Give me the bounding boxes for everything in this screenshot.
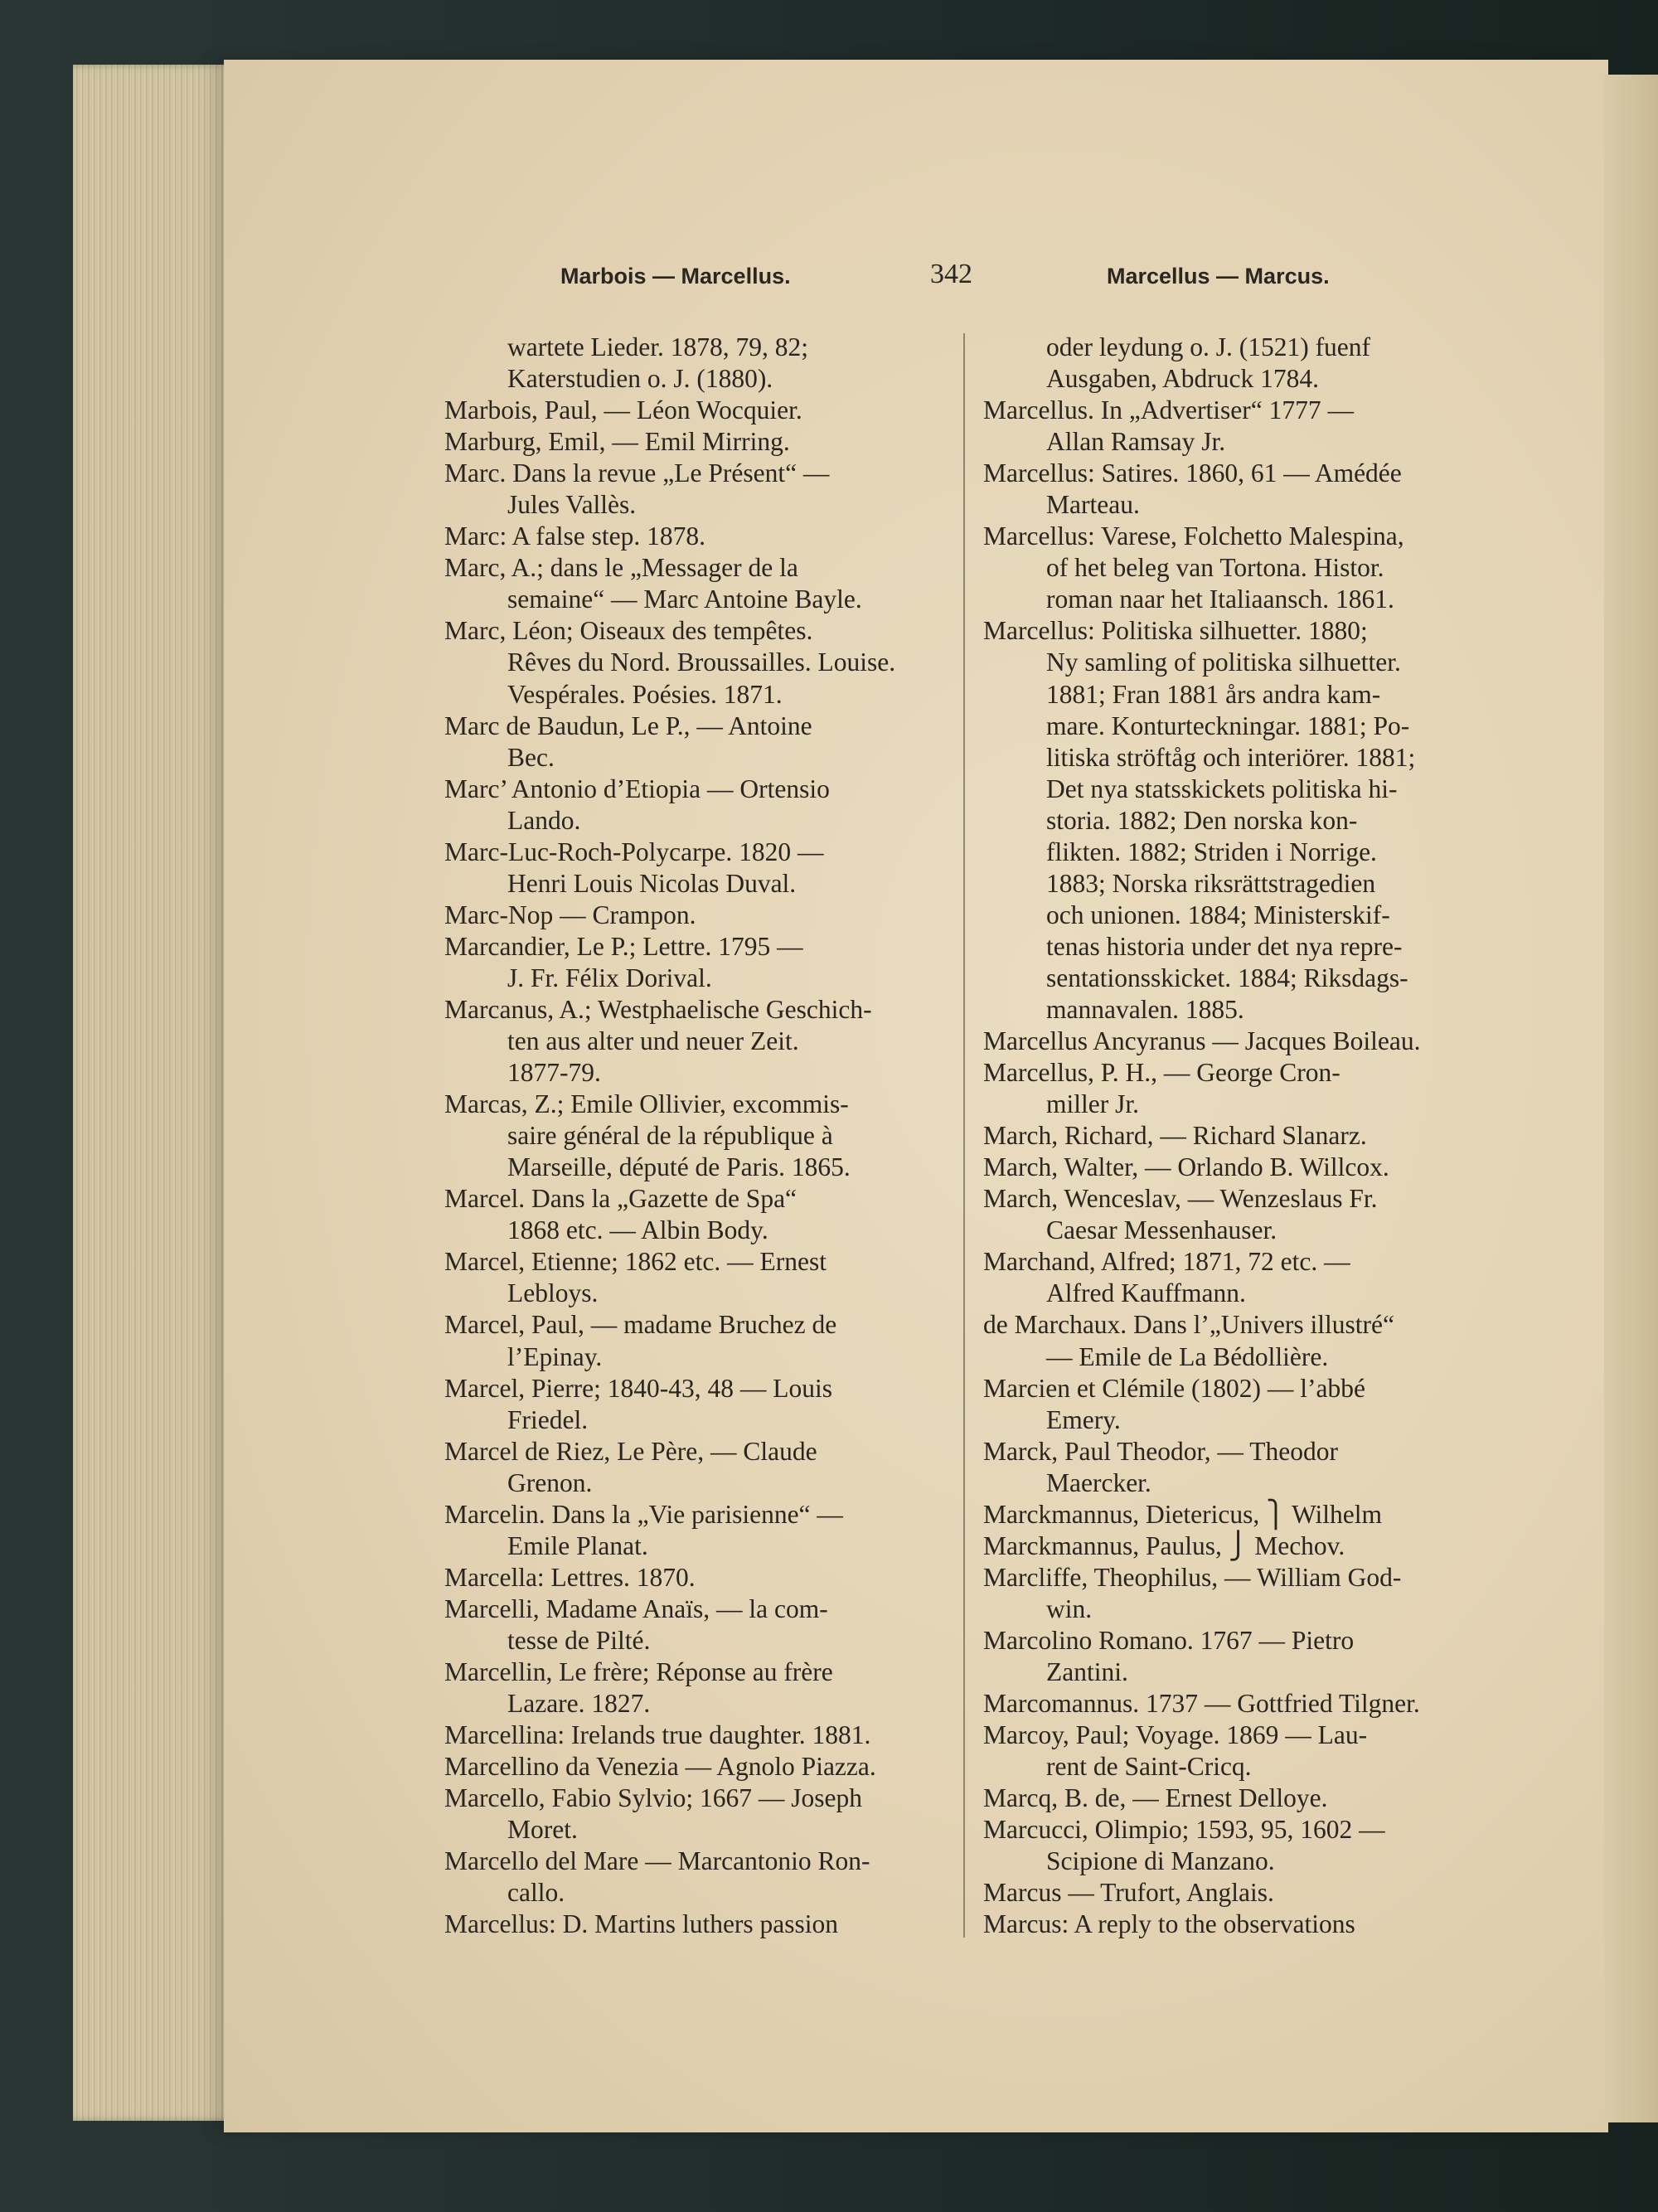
entry-line: Friedel. xyxy=(507,1404,589,1434)
entry-line: Marteau. xyxy=(1046,490,1140,520)
entry-line: Marburg, Emil, — Emil Mirring. xyxy=(444,427,790,457)
entry-line: sentationsskicket. 1884; Riksdags- xyxy=(1046,963,1408,992)
entry-line: Marcus — Trufort, Anglais. xyxy=(983,1878,1274,1908)
entry-line: Lazare. 1827. xyxy=(507,1689,651,1719)
entry-line: Marc de Baudun, Le P., — Antoine xyxy=(444,711,812,740)
entry-line: Jules Vallès. xyxy=(507,490,637,520)
entry-line: Emile Planat. xyxy=(507,1530,648,1560)
entry-line: Zantini. xyxy=(1046,1657,1128,1686)
entry-line: win. xyxy=(1046,1594,1093,1623)
entry-line: Katerstudien o. J. (1880). xyxy=(507,364,773,394)
entry-line: tesse de Pilté. xyxy=(507,1625,651,1655)
entry-line: Marcomannus. 1737 — Gottfried Tilgner. xyxy=(983,1689,1420,1719)
entry-line: miller Jr. xyxy=(1046,1089,1139,1119)
entry-line: litiska ströftåg och interiörer. 1881; xyxy=(1046,742,1416,772)
entry-line: Marcel de Riez, Le Père, — Claude xyxy=(444,1436,817,1466)
entry-line: Marcellus: Politiska silhuetter. 1880; xyxy=(983,616,1368,646)
entry-line: Moret. xyxy=(507,1815,578,1845)
entry-line: Emery. xyxy=(1046,1404,1121,1434)
entry-line: Marcanus, A.; Westphaelische Geschich- xyxy=(444,994,872,1024)
entry-line: Marcellus: Varese, Folchetto Malespina, xyxy=(983,521,1404,551)
entry-line: Marcel, Pierre; 1840-43, 48 — Louis xyxy=(444,1373,833,1403)
entry-line: mannavalen. 1885. xyxy=(1046,994,1244,1024)
entry-line: Allan Ramsay Jr. xyxy=(1046,427,1226,457)
entry-line: 1868 etc. — Albin Body. xyxy=(507,1215,768,1245)
entry-line: Marc’ Antonio d’Etiopia — Ortensio xyxy=(444,774,830,803)
entry-line: de Marchaux. Dans l’„Univers illustré“ xyxy=(983,1310,1394,1340)
next-page-edge xyxy=(1604,75,1658,2122)
entry-line: Lebloys. xyxy=(507,1278,599,1308)
entry-line: rent de Saint-Cricq. xyxy=(1046,1752,1252,1782)
entry-line: Henri Louis Nicolas Duval. xyxy=(507,868,797,898)
left-column xyxy=(444,332,932,1940)
entry-line: Maercker. xyxy=(1046,1467,1151,1497)
entry-line: mare. Konturteckningar. 1881; Po- xyxy=(1046,711,1410,740)
entry-line: Marcoy, Paul; Voyage. 1869 — Lau- xyxy=(983,1720,1368,1750)
entry-line: Bec. xyxy=(507,742,555,772)
entry-line: Marseille, député de Paris. 1865. xyxy=(507,1152,851,1182)
entry-line: Marcellus: D. Martins luthers passion xyxy=(444,1909,839,1939)
entry-line: och unionen. 1884; Ministerskif- xyxy=(1046,900,1390,929)
entry-line: Det nya statsskickets politiska hi- xyxy=(1046,774,1398,803)
entry-line: of het beleg van Tortona. Histor. xyxy=(1046,553,1384,583)
entry-line: Marcel. Dans la „Gazette de Spa“ xyxy=(444,1184,797,1214)
entry-line: Marcellina: Irelands true daughter. 1881. xyxy=(444,1720,871,1750)
entry-line: Marcq, B. de, — Ernest Delloye. xyxy=(983,1783,1328,1813)
entry-line: l’Epinay. xyxy=(507,1341,603,1371)
entry-line: Marcas, Z.; Emile Ollivier, excommis- xyxy=(444,1089,849,1119)
entry-line: 1883; Norska riksrättstragedien xyxy=(1046,868,1376,898)
entry-line: Marcellus, P. H., — George Cron- xyxy=(983,1058,1340,1088)
entry-line: Marcel, Etienne; 1862 etc. — Ernest xyxy=(444,1247,827,1277)
entry-line: Marcel, Paul, — madame Bruchez de xyxy=(444,1310,837,1340)
column-divider xyxy=(963,333,965,1938)
page-number: 342 xyxy=(930,259,972,289)
entry-line: Rêves du Nord. Broussailles. Louise. xyxy=(507,648,896,677)
entry-line: Marc, A.; dans le „Messager de la xyxy=(444,553,798,583)
entry-line: Lando. xyxy=(507,805,581,835)
entry-line: Marcien et Clémile (1802) — l’abbé xyxy=(983,1373,1365,1403)
entry-line: oder leydung o. J. (1521) fuenf xyxy=(1046,332,1371,361)
entry-line: Marbois, Paul, — Léon Wocquier. xyxy=(444,395,802,425)
entry-line: 1881; Fran 1881 års andra kam- xyxy=(1046,679,1381,709)
entry-line: March, Richard, — Richard Slanarz. xyxy=(983,1121,1367,1151)
entry-line: semaine“ — Marc Antoine Bayle. xyxy=(507,585,862,614)
entry-line: Marcus: A reply to the observations xyxy=(983,1909,1355,1939)
page-edges xyxy=(73,65,239,2121)
entry-line: Marcelli, Madame Anaïs, — la com- xyxy=(444,1594,828,1623)
entry-line: Marc. Dans la revue „Le Présent“ — xyxy=(444,458,830,488)
entry-line: flikten. 1882; Striden i Norrige. xyxy=(1046,837,1377,866)
entry-line: saire général de la république à xyxy=(507,1121,833,1151)
entry-line: roman naar het Italiaansch. 1861. xyxy=(1046,585,1394,614)
running-head-left: Marbois — Marcellus. xyxy=(560,264,791,289)
entry-line: tenas historia under det nya repre- xyxy=(1046,931,1403,961)
entry-line: Marckmannus, Dietericus, ⎫ Wilhelm xyxy=(983,1499,1383,1529)
entry-line: Marcello, Fabio Sylvio; 1667 — Joseph xyxy=(444,1783,862,1813)
entry-line: Marc-Nop — Crampon. xyxy=(444,900,696,929)
entry-line: Marcellus. In „Advertiser“ 1777 — xyxy=(983,395,1354,425)
entry-line: March, Walter, — Orlando B. Willcox. xyxy=(983,1152,1389,1182)
entry-line: Marchand, Alfred; 1871, 72 etc. — xyxy=(983,1247,1350,1277)
entry-line: Scipione di Manzano. xyxy=(1046,1846,1275,1876)
entry-line: Vespérales. Poésies. 1871. xyxy=(507,679,783,709)
entry-line: Marcellin, Le frère; Réponse au frère xyxy=(444,1657,833,1686)
entry-line: storia. 1882; Den norska kon- xyxy=(1046,805,1358,835)
right-column xyxy=(983,332,1486,1940)
entry-line: Marcucci, Olimpio; 1593, 95, 1602 — xyxy=(983,1815,1385,1845)
entry-line: Marcellus: Satires. 1860, 61 — Amédée xyxy=(983,458,1402,488)
entry-line: wartete Lieder. 1878, 79, 82; xyxy=(507,332,809,361)
entry-line: Marcolino Romano. 1767 — Pietro xyxy=(983,1625,1355,1655)
entry-line: Marckmannus, Paulus, ⎭ Mechov. xyxy=(983,1530,1345,1560)
entry-line: Marcandier, Le P.; Lettre. 1795 — xyxy=(444,931,803,961)
entry-line: — Emile de La Bédollière. xyxy=(1046,1341,1329,1371)
entry-line: 1877-79. xyxy=(507,1058,601,1088)
running-head-right: Marcellus — Marcus. xyxy=(1107,264,1330,289)
entry-line: Grenon. xyxy=(507,1467,593,1497)
entry-line: Marcellus Ancyranus — Jacques Boileau. xyxy=(983,1026,1421,1056)
entry-line: Marcellino da Venezia — Agnolo Piazza. xyxy=(444,1752,876,1782)
entry-line: callo. xyxy=(507,1878,565,1908)
entry-line: Marcella: Lettres. 1870. xyxy=(444,1562,696,1592)
entry-line: Marc: A false step. 1878. xyxy=(444,521,705,551)
entry-line: Marcelin. Dans la „Vie parisienne“ — xyxy=(444,1499,843,1529)
entry-line: Marcliffe, Theophilus, — William God- xyxy=(983,1562,1402,1592)
entry-line: Marcello del Mare — Marcantonio Ron- xyxy=(444,1846,870,1876)
entry-line: Ausgaben, Abdruck 1784. xyxy=(1046,364,1319,394)
entry-line: Marck, Paul Theodor, — Theodor xyxy=(983,1436,1338,1466)
entry-line: Marc, Léon; Oiseaux des tempêtes. xyxy=(444,616,813,646)
entry-line: Caesar Messenhauser. xyxy=(1046,1215,1277,1245)
entry-line: March, Wenceslav, — Wenzeslaus Fr. xyxy=(983,1184,1378,1214)
entry-line: J. Fr. Félix Dorival. xyxy=(507,963,712,992)
entry-line: Alfred Kauffmann. xyxy=(1046,1278,1246,1308)
entry-line: Marc-Luc-Roch-Polycarpe. 1820 — xyxy=(444,837,824,866)
entry-line: ten aus alter und neuer Zeit. xyxy=(507,1026,799,1056)
entry-line: Ny samling of politiska silhuetter. xyxy=(1046,648,1401,677)
